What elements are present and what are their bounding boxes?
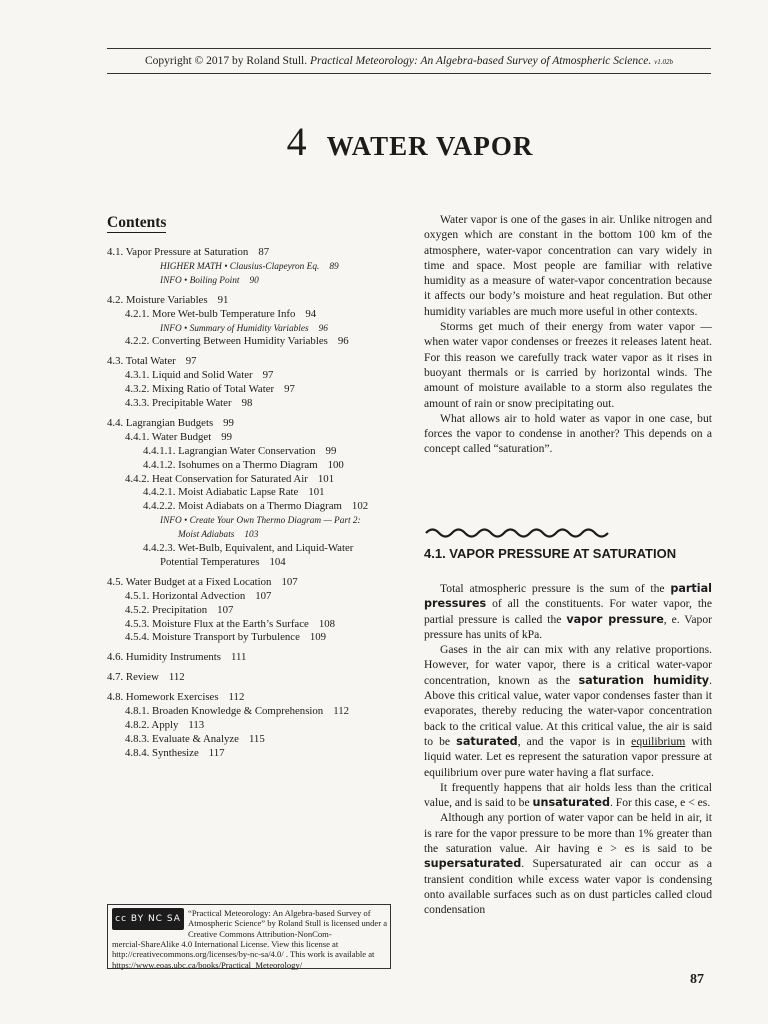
toc-entry-title: INFO • Summary of Humidity Variables	[160, 323, 309, 334]
toc-entry-page: 89	[329, 261, 339, 272]
toc-entry	[107, 246, 269, 258]
toc-entry	[125, 369, 273, 381]
toc-entry	[107, 691, 244, 703]
toc-entry-page: 103	[244, 530, 259, 541]
toc-entry-page: 99	[221, 430, 232, 443]
toc-entry	[125, 473, 334, 485]
section-text	[424, 581, 712, 918]
term-saturated: saturated	[456, 734, 518, 748]
toc-entry-title: 4.4.2.2. Moist Adiabats on a Thermo Diagram	[143, 500, 342, 513]
toc-entry-page: 90	[249, 275, 259, 286]
toc-entry-page: 96	[318, 323, 328, 334]
toc-entry	[125, 618, 335, 630]
toc-entry	[125, 308, 316, 320]
toc-entry	[125, 719, 204, 731]
header-version: v1.02b	[654, 58, 673, 66]
toc-entry-page: 101	[317, 472, 335, 485]
toc-entry-page: 94	[305, 307, 317, 320]
toc-entry-title: 4.5.3. Moisture Flux at the Earth’s Surface	[125, 617, 309, 630]
toc-entry-title: Moist Adiabats	[178, 530, 235, 541]
toc-entry-page: 111	[230, 651, 247, 664]
toc-entry-page: 115	[248, 732, 265, 745]
toc-entry-title: Potential Temperatures	[160, 555, 260, 568]
toc-entry-page: 97	[185, 355, 197, 368]
toc-entry-title: 4.4.1. Water Budget	[125, 430, 212, 443]
toc-entry	[160, 322, 328, 334]
toc-entry-page: 107	[255, 589, 272, 602]
toc-entry-title: 4.3.2. Mixing Ratio of Total Water	[125, 383, 275, 396]
toc-entry	[125, 335, 349, 347]
toc-entry-title: 4.3.1. Liquid and Solid Water	[125, 369, 253, 382]
toc-entry-title: 4.8.1. Broaden Knowledge & Comprehension	[125, 705, 324, 717]
toc-entry	[125, 397, 252, 409]
term-vapor-pressure: vapor pressure	[566, 612, 664, 626]
toc-entry-page: 109	[309, 631, 327, 644]
toc-entry	[107, 651, 246, 663]
toc-entry-title: 4.5. Water Budget at a Fixed Location	[107, 575, 272, 588]
toc-entry-page: 112	[168, 671, 185, 684]
toc-entry-page: 117	[208, 746, 225, 759]
toc-entry	[160, 260, 339, 272]
toc-entry-title: 4.4.2. Heat Conservation for Saturated Air	[125, 472, 308, 485]
toc-entry	[160, 274, 259, 286]
toc-entry	[125, 747, 225, 759]
toc-entry-page: 100	[327, 458, 344, 471]
toc-entry	[125, 431, 232, 443]
toc-entry-page: 112	[333, 705, 350, 717]
toc-entry-page: 113	[188, 718, 205, 731]
toc-entry-title: 4.2.1. More Wet-bulb Temperature Info	[125, 307, 296, 320]
section-paragraph-3: It frequently happens that air holds less than the critical value, and is said to be unsaturated. For this case, e < es.	[424, 780, 712, 810]
toc-entry	[125, 383, 295, 395]
toc-entry-title: INFO • Create Your Own Thermo Diagram — Part 2:	[160, 516, 361, 527]
intro-paragraph-1: Water vapor is one of the gases in air. Unlike nitrogen and oxygen which are constant in the bottom 100 km of the atmosphere, water-vapor concentration can vary widely in time and space. Most people are familiar with relative humidity as a measure of water-vapor concentration because it affects our body’s moisture and heat regulation. But other humidity variables are much more useful in other contexts.	[424, 213, 712, 318]
toc-entry	[125, 604, 233, 616]
chapter-title	[0, 118, 768, 165]
toc-entry-title: 4.5.1. Horizontal Advection	[125, 589, 246, 602]
toc-entry	[125, 733, 265, 745]
toc-entry-title: 4.8. Homework Exercises	[107, 691, 219, 704]
toc-entry-page: 98	[241, 397, 253, 409]
section-paragraph-2: Gases in the air can mix with any relative proportions. However, for water vapor, there is a critical water-vapor concentration, known as the saturation humidity. Above this critical value, water vapor condenses faster than it evaporates, thereby reducing the water-vapor concentration back to the critical value. At this critical value, the air is said to be saturated, and the vapor is in equilibrium with liquid water. Let es represent the saturation vapor pressure at equilibrium over pure water having a flat surface.	[424, 643, 712, 779]
toc-entry-page: 99	[325, 444, 337, 457]
toc-entry-title: 4.4.2.3. Wet-Bulb, Equivalent, and Liquid-Water	[143, 542, 354, 554]
intro-paragraph-2: Storms get much of their energy from water vapor — when water vapor condenses or freezes it releases latent heat. For this reason we carefully track water vapor as it rises in buoyant thermals or is carried by horizontal winds. The amount of moisture available to a storm also regulates the amount of rain or snow precipitating out.	[424, 320, 712, 410]
toc-entry-page: 87	[258, 246, 270, 258]
toc-entry	[160, 556, 286, 568]
toc-entry-title: 4.2. Moisture Variables	[107, 293, 208, 306]
toc-entry-title: 4.8.2. Apply	[125, 718, 179, 731]
toc-entry-title: 4.8.4. Synthesize	[125, 746, 199, 759]
toc-entry-title: 4.4. Lagrangian Budgets	[107, 416, 214, 429]
toc-entry	[143, 542, 363, 554]
toc-entry-page: 102	[351, 500, 369, 513]
contents-heading: Contents	[107, 214, 167, 231]
term-equilibrium: equilibrium	[631, 734, 686, 748]
toc-entry-title: 4.2.2. Converting Between Humidity Variables	[125, 335, 328, 348]
page-number: 87	[690, 972, 704, 987]
toc-entry	[107, 576, 298, 588]
toc-entry-page: 107	[217, 603, 234, 616]
toc-entry-title: 4.3.3. Precipitable Water	[125, 397, 232, 409]
toc-entry-title: 4.5.2. Precipitation	[125, 603, 208, 616]
toc-entry-title: INFO • Boiling Point	[160, 275, 240, 286]
toc-entry	[125, 590, 271, 602]
license-text-part2: mercial-ShareAlike 4.0 International License. View this license at http://creativecommons.org/licenses/by-nc-sa/4.0/ . This work is available at https://www.eoas.ubc.ca/books/Practical_Meteorology/	[112, 939, 375, 970]
toc-entry-title: 4.3. Total Water	[107, 355, 176, 368]
header-copyright: Copyright © 2017 by Roland Stull.	[145, 55, 308, 67]
toc-entry-page: 108	[318, 617, 336, 630]
term-supersaturated: supersaturated	[424, 857, 522, 871]
intro-paragraph-3: What allows air to hold water as vapor in one case, but forces the vapor to condense in another? This depends on a concept called “saturation”.	[424, 411, 712, 456]
term-partial-pressures: partial pressures	[424, 582, 712, 611]
toc-entry-page: 97	[284, 383, 295, 396]
chapter-number: 4	[286, 119, 307, 164]
toc-entry	[107, 671, 185, 683]
toc-entry-title: 4.4.1.2. Isohumes on a Thermo Diagram	[143, 458, 318, 471]
toc-entry-page: 104	[269, 555, 286, 568]
toc-entry	[125, 705, 349, 717]
toc-entry-page: 91	[217, 293, 229, 306]
toc-entry	[143, 459, 344, 471]
chapter-name: WATER VAPOR	[326, 131, 534, 161]
toc-entry-page: 96	[337, 335, 349, 348]
toc-entry-title: 4.4.2.1. Moist Adiabatic Lapse Rate	[143, 486, 299, 499]
toc-entry	[178, 528, 258, 540]
toc-entry-page: 97	[262, 369, 274, 382]
toc-entry-page: 101	[308, 486, 325, 499]
toc-entry-title: 4.7. Review	[107, 671, 159, 684]
wavy-divider-icon	[424, 526, 614, 540]
toc-entry	[107, 355, 197, 367]
toc-entry-page: 112	[228, 691, 245, 704]
section-paragraph-1: Total atmospheric pressure is the sum of the partial pressures of all the constituents. For water vapor, the partial pressure is called the vapor pressure, e. Vapor pressure has units of kPa.	[424, 582, 712, 641]
toc-entry-title: 4.5.4. Moisture Transport by Turbulence	[125, 631, 300, 644]
running-header	[107, 48, 711, 74]
toc-entry	[107, 294, 228, 306]
creative-commons-logo-icon: cc BY NC SA	[112, 908, 184, 930]
toc-entry-page: 107	[281, 575, 298, 588]
toc-entry-page: 99	[223, 416, 234, 429]
toc-entry	[143, 500, 368, 512]
intro-text	[424, 212, 712, 457]
header-book-title: Practical Meteorology: An Algebra-based Survey of Atmospheric Science.	[309, 55, 652, 67]
section-paragraph-4: Although any portion of water vapor can be held in air, it is rare for the vapor pressure to be more than 1% greater than the saturation value. Air having e > es is said to be supersaturated. Supersaturated air can occur as a transient condition while excess water vapor is condensing onto available surfaces such as on dust particles called cloud condensation	[424, 811, 712, 917]
toc-entry	[160, 514, 371, 526]
toc-entry	[125, 631, 326, 643]
term-unsaturated: unsaturated	[532, 796, 610, 810]
toc-entry-title: 4.4.1.1. Lagrangian Water Conservation	[143, 444, 316, 457]
license-box	[107, 904, 391, 969]
toc-entry	[143, 486, 325, 498]
toc-entry-title: 4.8.3. Evaluate & Analyze	[125, 732, 239, 745]
section-heading: 4.1. VAPOR PRESSURE AT SATURATION	[424, 546, 677, 561]
toc-entry	[143, 445, 336, 457]
toc-entry	[107, 417, 234, 429]
license-text-part1: “Practical Meteorology: An Algebra-based Survey of Atmospheric Science” by Roland Stull is licensed under a Creative Commons Attribution-NonCom-	[188, 908, 388, 939]
term-saturation-humidity: saturation humidity	[578, 673, 710, 687]
toc-entry-title: 4.6. Humidity Instruments	[107, 651, 221, 664]
toc-entry-title: 4.1. Vapor Pressure at Saturation	[107, 246, 249, 258]
toc-entry-title: HIGHER MATH • Clausius-Clapeyron Eq.	[160, 261, 320, 272]
